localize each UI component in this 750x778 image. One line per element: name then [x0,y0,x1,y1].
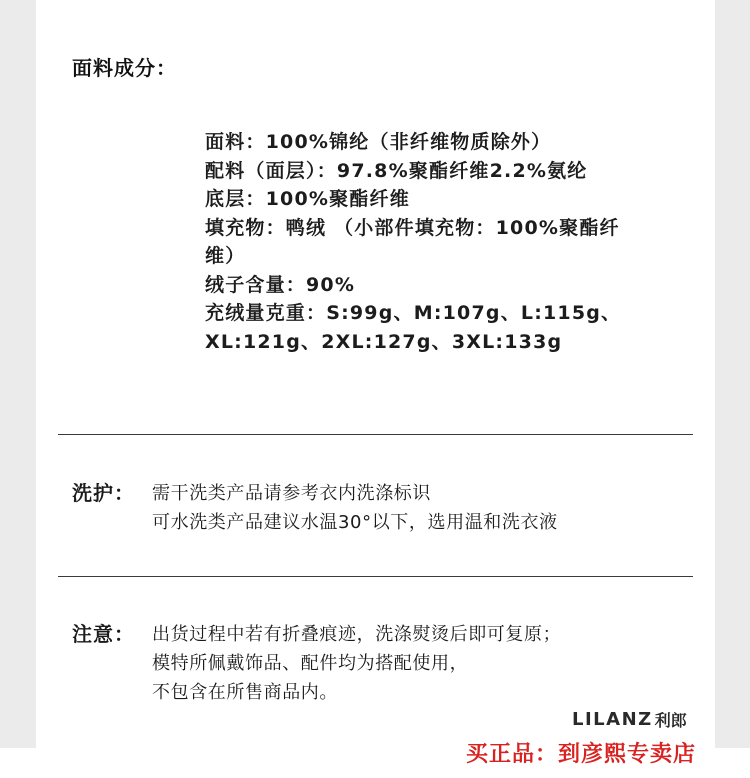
fabric-line: 面料：100%锦纶（非纤维物质除外） [205,131,552,153]
wash-care-line: 需干洗类产品请参考衣内洗涤标识 [152,483,431,504]
wash-care-label: 洗护： [72,481,135,505]
notice-line: 出货过程中若有折叠痕迹，洗涤熨烫后即可复原； [152,624,562,645]
wash-care-line: 可水洗类产品建议水温30°以下，选用温和洗衣液 [152,512,558,533]
fabric-line: 充绒量克重：S:99g、M:107g、L:115g、 [205,302,622,324]
promo-text: 买正品：到彦熙专卖店 [466,741,697,767]
notice-label: 注意： [72,622,135,646]
divider [58,576,693,577]
notice-lines [152,620,561,707]
fabric-line: 填充物：鸭绒 （小部件填充物：100%聚酯纤 [205,216,620,239]
fabric-line: 维） [205,245,246,267]
notice-line: 模特所佩戴饰品、配件均为搭配使用， [152,653,469,674]
brand-logo [572,708,687,731]
divider [58,434,693,435]
wash-care-lines [152,479,558,537]
fabric-line: 配料（面层）：97.8%聚酯纤维2.2%氨纶 [205,159,588,182]
notice-line: 不包含在所售商品内。 [152,682,338,703]
fabric-line: 底层：100%聚酯纤维 [205,188,410,210]
brand-name-cn: 利郎 [654,711,687,730]
brand-name-en: LILANZ [572,709,653,730]
fabric-line: XL:121g、2XL:127g、3XL:133g [205,330,563,353]
fabric-line: 绒子含量：90% [205,273,356,296]
fabric-composition-list [205,128,685,356]
fabric-heading: 面料成分： [72,56,177,80]
